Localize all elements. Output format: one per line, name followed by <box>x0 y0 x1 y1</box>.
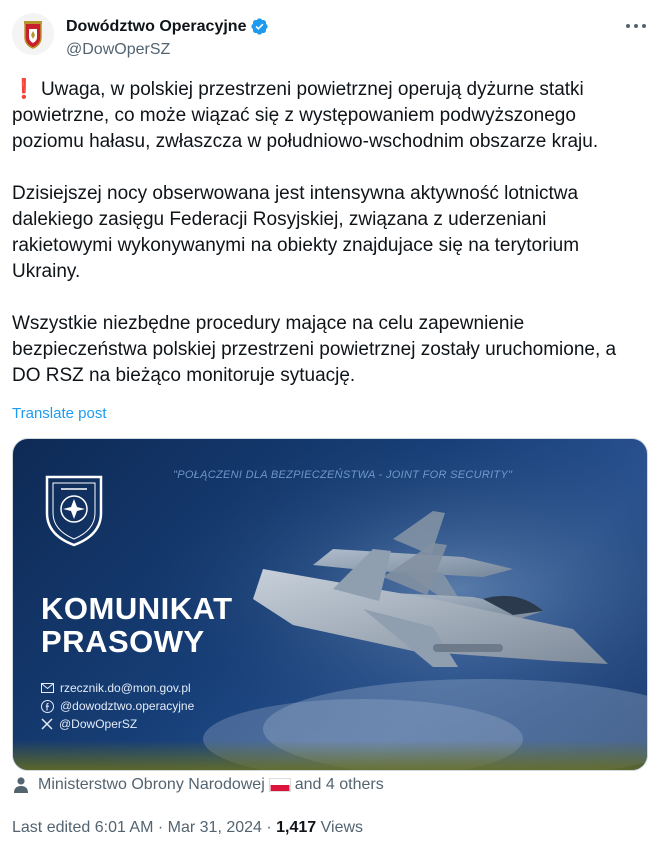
post-media-image[interactable] <box>12 438 648 771</box>
contact-facebook: @dowodztwo.operacyjne <box>41 699 194 713</box>
author-handle[interactable]: @DowOperSZ <box>66 41 171 58</box>
social-account-name[interactable]: Ministerstwo Obrony Narodowej <box>38 776 265 793</box>
x-logo-icon <box>41 718 53 730</box>
translate-post-link[interactable]: Translate post <box>12 405 107 422</box>
poland-flag-icon <box>269 778 291 792</box>
post-paragraph: ❗ Uwaga, w polskiej przestrzeni powietrznej operują dyżurne statki powietrzne, co może wiązać się z występowaniem podwyższonego poziomu hałasu, zwłaszcza w południowo-wschodnim obszarze kraju. <box>12 79 599 152</box>
verified-badge-icon[interactable] <box>250 17 269 36</box>
post-paragraph: Dzisiejszej nocy obserwowana jest intensywna aktywność lotnictwa dalekiego zasięgu Federacji Rosyjskiej, związana z uderzeniani rakietowymi wykonywanymi na obiekty znajdujace się na terytorium Ukrainy. <box>12 183 580 282</box>
social-others[interactable]: and 4 others <box>294 776 384 793</box>
views-count: 1,417 <box>276 819 317 836</box>
post-text <box>12 77 642 389</box>
media-bottom-stripe <box>13 740 647 770</box>
author-name[interactable]: Dowództwo Operacyjne <box>66 17 247 35</box>
views-label: Views <box>320 819 364 836</box>
person-icon <box>12 776 30 794</box>
mail-icon <box>41 683 54 693</box>
emblem-icon <box>12 13 54 55</box>
more-options-icon[interactable] <box>624 18 648 34</box>
facebook-icon <box>41 700 54 713</box>
contact-x: @DowOperSZ <box>41 717 137 731</box>
author-name-row[interactable] <box>66 17 269 36</box>
media-slogan: "POŁĄCZENI DLA BEZPIECZEŃSTWA - JOINT FOR SECURITY" <box>173 469 513 481</box>
avatar[interactable] <box>12 13 54 55</box>
social-context[interactable] <box>12 776 384 794</box>
contact-email: rzecznik.do@mon.gov.pl <box>41 681 191 695</box>
edited-timestamp[interactable]: Last edited 6:01 AM · Mar 31, 2024 · <box>12 819 272 836</box>
post-paragraph: Wszystkie niezbędne procedury mające na celu zapewnienie bezpieczeństwa polskiej przestrzeni powietrznej zostały uruchomione, a DO RSZ na bieżąco monitoruje sytuację. <box>12 313 617 386</box>
exclamation-icon: ❗ <box>12 79 36 100</box>
emblem-icon <box>41 469 107 547</box>
post-meta <box>12 819 363 837</box>
media-headline: KOMUNIKAT PRASOWY <box>41 591 233 659</box>
